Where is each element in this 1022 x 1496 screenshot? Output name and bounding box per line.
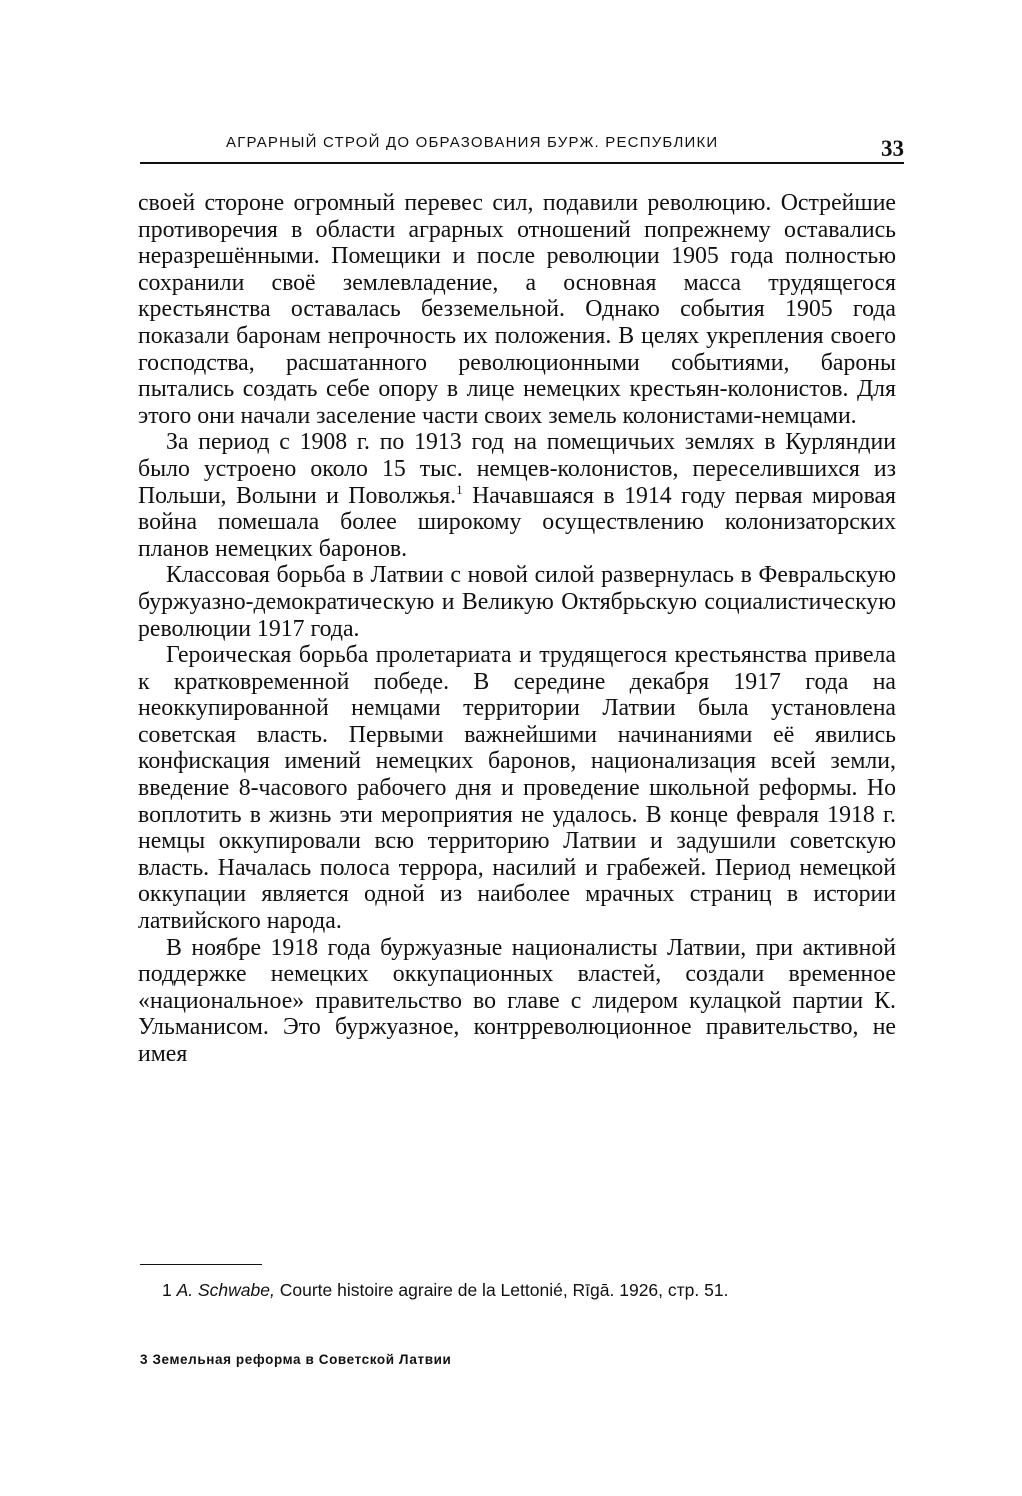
paragraph-national-government: В ноябре 1918 года буржуазные националисты Латвии, при активной поддержке немецких оккупационных властей, создали временное «национальное» правительство во главе с лидером кулацкой партии К. Ульманисом. Это буржуазное, контрреволюционное правительство, не имея xyxy=(138,934,896,1067)
footnote-reference: 1 xyxy=(456,481,463,497)
body-text xyxy=(138,190,896,1068)
running-head xyxy=(140,128,904,164)
footnote-author: A. Schwabe, xyxy=(176,1280,275,1300)
paragraph-soviet-power: Героическая борьба пролетариата и трудящегося крестьянства привела к кратковременной победе. В середине декабря 1917 года на неоккупированной немцами территории Латвии была установлена советская власть. Первыми важнейшими начинаниями её явились конфискация имений немецких баронов, национализация всей земли, введение 8-часового рабочего дня и проведение школьной реформы. Но воплотить в жизнь эти мероприятия не удалось. В конце февраля 1918 г. немцы оккупировали всю территорию Латвии и задушили советскую власть. Началась полоса террора, насилий и грабежей. Период немецкой оккупации является одной из наиболее мрачных страниц в истории латвийского народа. xyxy=(138,642,896,935)
paragraph-war-text: Начавшаяся в 1914 году первая мировая война помешала более широкому осуществлению колонизаторских планов немецких баронов. xyxy=(138,482,897,562)
footnote-text: Courte histoire agraire de la Lettonié, Rīgā. 1926, стр. 51. xyxy=(279,1280,729,1300)
page-number: 33 xyxy=(881,136,904,161)
paragraph-continued: своей стороне огромный перевес сил, подавили революцию. Острейшие противоречия в области аграрных отношений попрежнему оставались неразрешёнными. Помещики и после революции 1905 года полностью сохранили своё землевладение, а основная масса трудящегося крестьянства оставалась безземельной. Однако события 1905 года показали баронам непрочность их положения. В целях укрепления своего господства, расшатанного революционными событиями, бароны пытались создать себе опору в лице немецких крестьян-колонистов. Для этого они начали заселение части своих земель колонистами-немцами. xyxy=(138,190,896,429)
paragraph-colonists-text: За период с 1908 г. по 1913 год на помещичьих землях в Курляндии было устроено около 15 тыс. немцев-колонистов, переселившихся из Польши, Волыни и Поволжья. xyxy=(138,429,896,509)
printer-signature: 3 Земельная реформа в Советской Латвии xyxy=(140,1352,452,1367)
footnote-divider xyxy=(140,1264,262,1265)
footnote-marker: 1 xyxy=(162,1280,172,1300)
footnote xyxy=(140,1278,892,1303)
paragraph-class-struggle: Классовая борьба в Латвии с новой силой развернулась в Февральскую буржуазно-демократическую и Великую Октябрьскую социалистическую революции 1917 года. xyxy=(138,562,896,642)
running-title: АГРАРНЫЙ СТРОЙ ДО ОБРАЗОВАНИЯ БУРЖ. РЕСПУБЛИКИ xyxy=(226,134,719,151)
paragraph-colonists xyxy=(138,429,896,562)
